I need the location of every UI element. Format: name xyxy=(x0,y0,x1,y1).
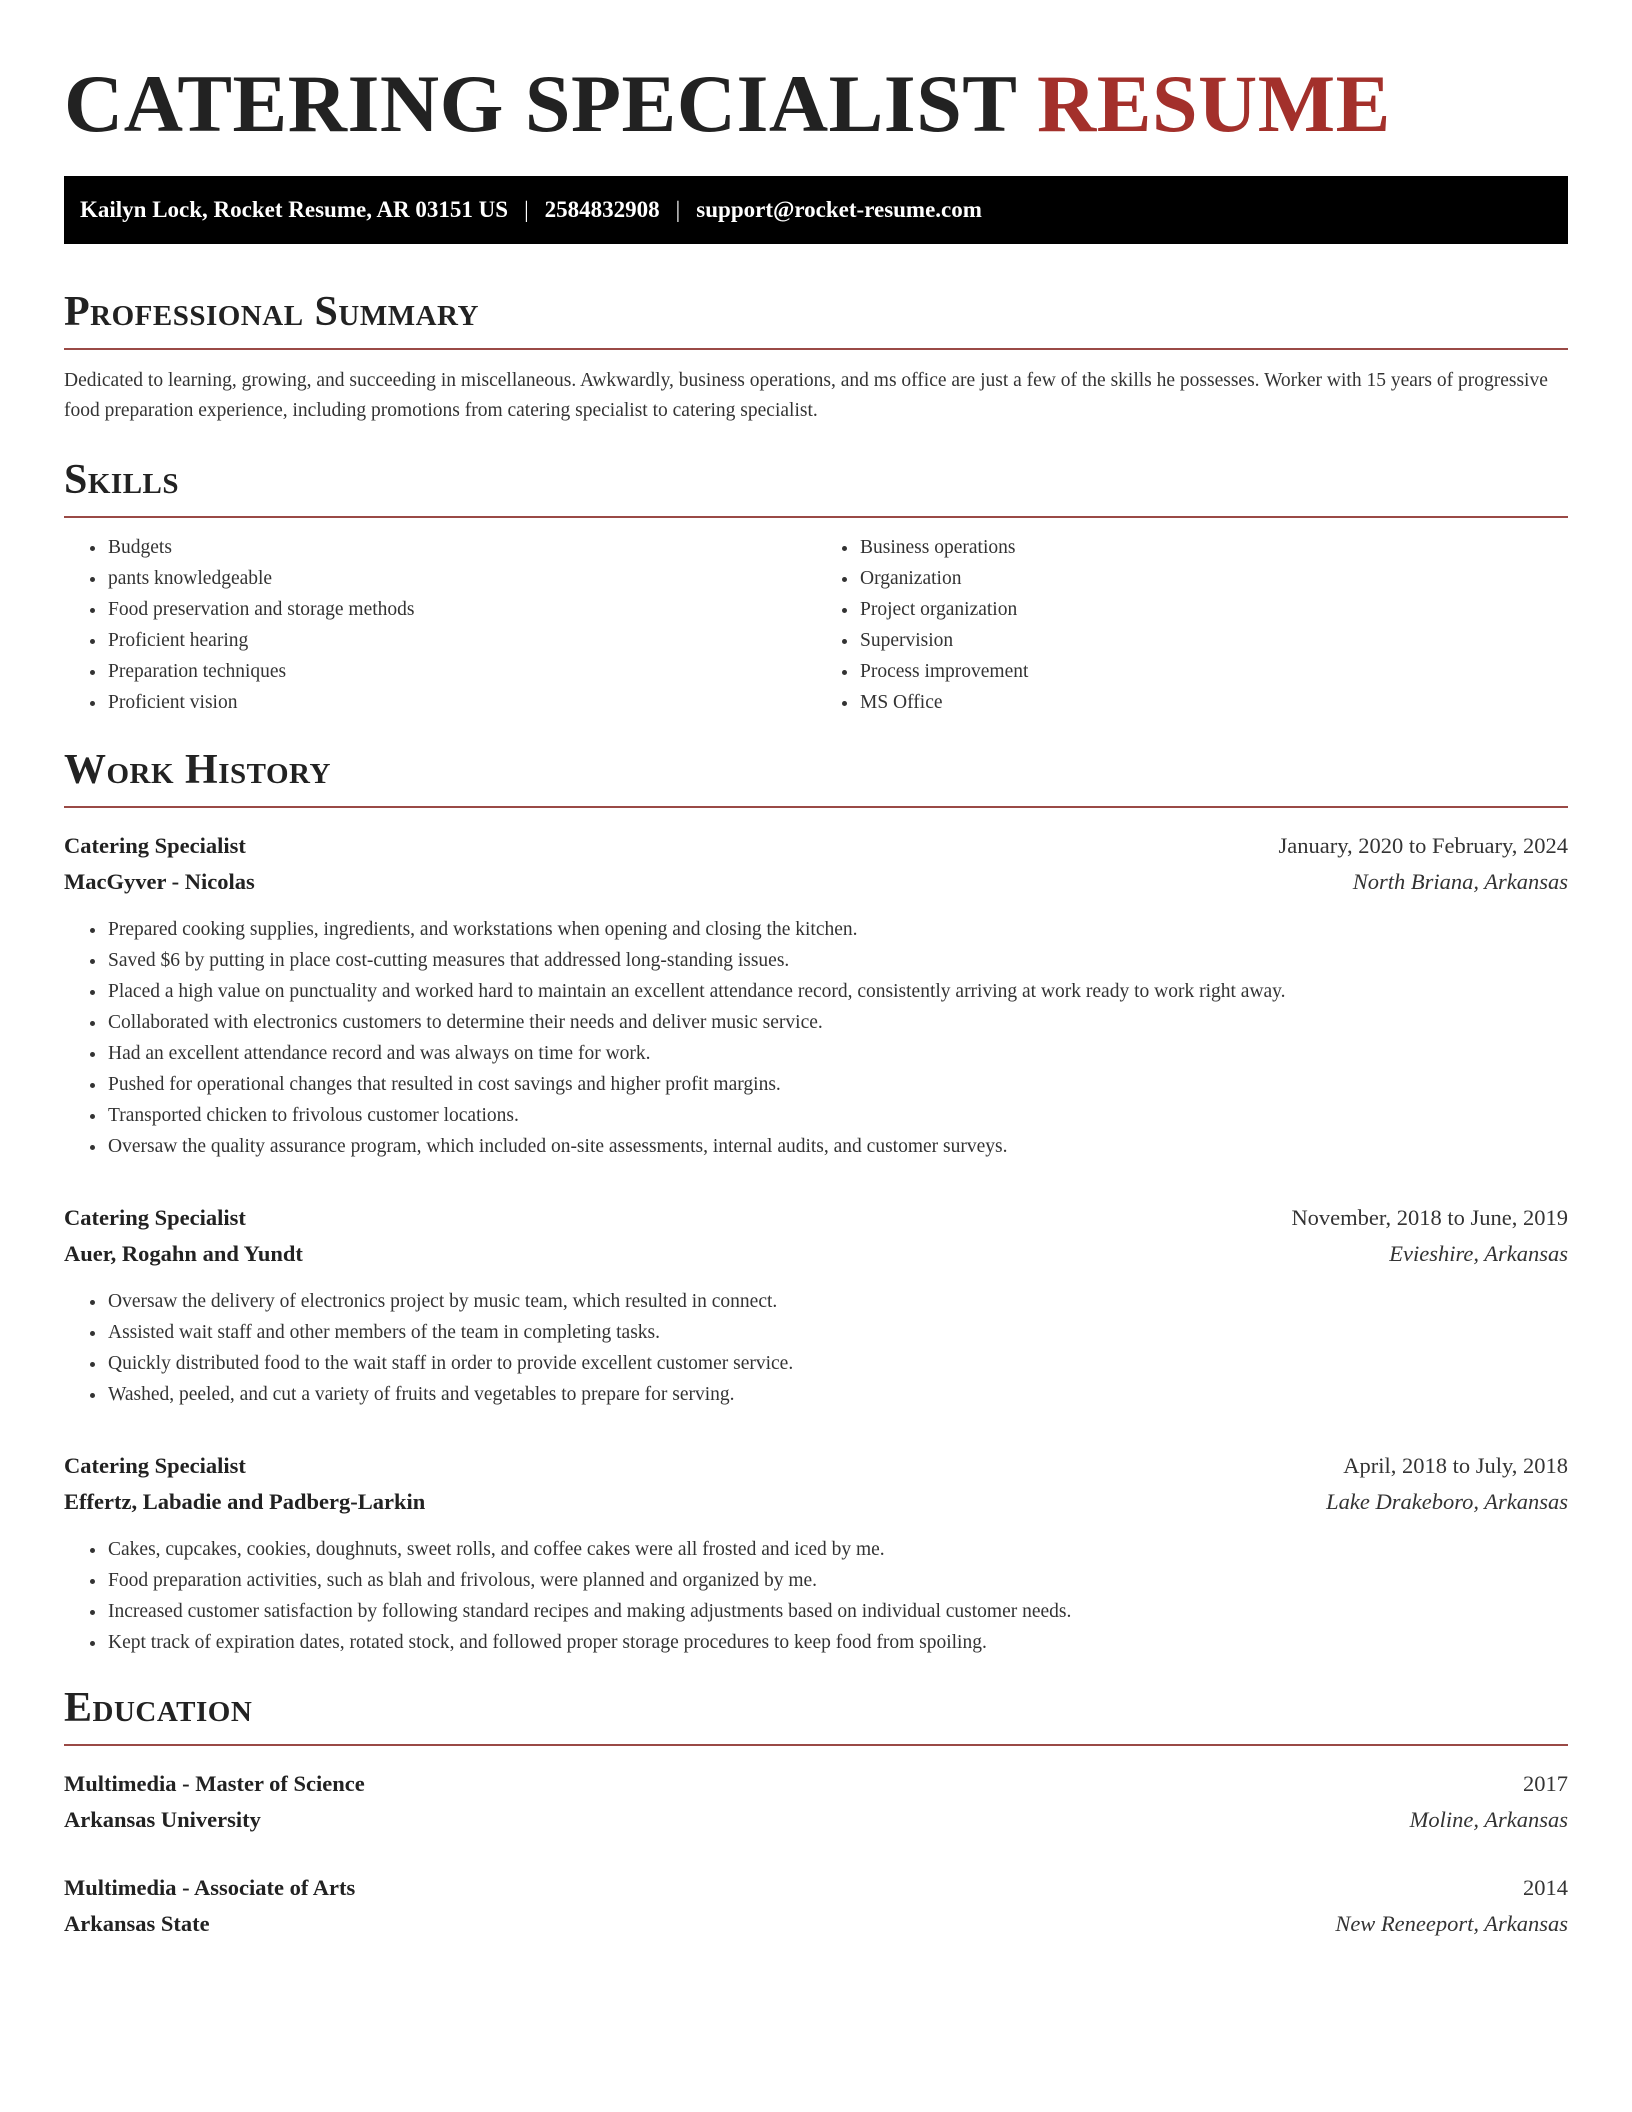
education-entry xyxy=(64,1870,1568,1942)
job-company: Effertz, Labadie and Padberg-Larkin xyxy=(64,1489,426,1514)
job-bullet: • Prepared cooking supplies, ingredients, and workstations when opening and closing the kitchen. xyxy=(107,914,1568,945)
job-dates: April, 2018 to July, 2018 xyxy=(1343,1453,1568,1478)
job-location: Lake Drakeboro, Arkansas xyxy=(1326,1489,1568,1514)
job-title: Catering Specialist xyxy=(64,1205,246,1230)
education-school: Arkansas State xyxy=(64,1911,210,1936)
education-degree: Multimedia - Associate of Arts xyxy=(64,1875,356,1900)
job-bullet: • Pushed for operational changes that resulted in cost savings and higher profit margins. xyxy=(107,1069,1568,1100)
job-entry xyxy=(64,1200,1568,1410)
skill-item: • Preparation techniques xyxy=(107,656,816,687)
skill-item: • Proficient hearing xyxy=(107,625,816,656)
contact-phone: 2584832908 xyxy=(544,197,660,222)
job-bullet: • Transported chicken to frivolous customer locations. xyxy=(107,1100,1568,1131)
job-location: Evieshire, Arkansas xyxy=(1389,1241,1568,1266)
job-company-row xyxy=(64,864,1568,900)
skill-item: • Process improvement xyxy=(859,656,1568,687)
title-accent: RESUME xyxy=(1037,58,1391,149)
education-school-row xyxy=(64,1802,1568,1838)
contact-bar xyxy=(64,176,1568,244)
job-company-row xyxy=(64,1236,1568,1272)
job-bullets xyxy=(64,1534,1568,1658)
skill-item: • Food preservation and storage methods xyxy=(107,594,816,625)
contact-address: Kailyn Lock, Rocket Resume, AR 03151 US xyxy=(80,197,509,222)
skills-list-left xyxy=(64,532,816,718)
education-school: Arkansas University xyxy=(64,1807,261,1832)
job-bullet: • Placed a high value on punctuality and worked hard to maintain an excellent attendance record, consistently arriving at work ready to work right away. xyxy=(107,976,1568,1007)
job-bullet: • Oversaw the quality assurance program, which included on-site assessments, internal audits, and customer surveys. xyxy=(107,1131,1568,1162)
education-year: 2017 xyxy=(1523,1771,1568,1796)
skill-item: • Supervision xyxy=(859,625,1568,656)
job-bullets xyxy=(64,1286,1568,1410)
section-divider xyxy=(64,1744,1568,1746)
job-header-row xyxy=(64,828,1568,864)
job-header-row xyxy=(64,1448,1568,1484)
job-dates: November, 2018 to June, 2019 xyxy=(1291,1205,1568,1230)
skill-item: • MS Office xyxy=(859,687,1568,718)
job-bullet: • Quickly distributed food to the wait staff in order to provide excellent customer service. xyxy=(107,1348,1568,1379)
skills-section xyxy=(64,456,1568,718)
job-bullet: • Food preparation activities, such as blah and frivolous, were planned and organized by me. xyxy=(107,1565,1568,1596)
work-history-section xyxy=(64,746,1568,1658)
contact-separator: | xyxy=(524,197,529,222)
job-bullets xyxy=(64,914,1568,1162)
job-location: North Briana, Arkansas xyxy=(1352,869,1568,894)
job-company: Auer, Rogahn and Yundt xyxy=(64,1241,303,1266)
work-history-heading: Work History xyxy=(64,747,331,793)
job-company-row xyxy=(64,1484,1568,1520)
skills-heading: Skills xyxy=(64,457,180,503)
resume-title xyxy=(64,56,1568,152)
job-title: Catering Specialist xyxy=(64,1453,246,1478)
job-entry xyxy=(64,1448,1568,1658)
job-bullet: • Had an excellent attendance record and was always on time for work. xyxy=(107,1038,1568,1069)
job-header-row xyxy=(64,1200,1568,1236)
education-heading: Education xyxy=(64,1685,253,1731)
education-entry xyxy=(64,1766,1568,1838)
education-degree-row xyxy=(64,1870,1568,1906)
job-entry xyxy=(64,828,1568,1162)
skill-item: • Proficient vision xyxy=(107,687,816,718)
section-divider xyxy=(64,516,1568,518)
education-location: Moline, Arkansas xyxy=(1409,1807,1568,1832)
summary-text: Dedicated to learning, growing, and succeeding in miscellaneous. Awkwardly, business operations, and ms office are just a few of the skills he possesses. Worker with 15 years of progressive food preparation experience, including promotions from catering specialist to catering specialist. xyxy=(64,370,1548,421)
skill-item: • Organization xyxy=(859,563,1568,594)
title-main: CATERING SPECIALIST xyxy=(64,58,1017,149)
job-bullet: • Collaborated with electronics customers to determine their needs and deliver music service. xyxy=(107,1007,1568,1038)
education-degree: Multimedia - Master of Science xyxy=(64,1771,365,1796)
education-degree-row xyxy=(64,1766,1568,1802)
skills-list-right xyxy=(816,532,1568,718)
summary-heading: Professional Summary xyxy=(64,289,479,335)
job-bullet: • Washed, peeled, and cut a variety of fruits and vegetables to prepare for serving. xyxy=(107,1379,1568,1410)
summary-section xyxy=(64,288,1568,426)
education-year: 2014 xyxy=(1523,1875,1568,1900)
job-title: Catering Specialist xyxy=(64,833,246,858)
job-bullet: • Kept track of expiration dates, rotated stock, and followed proper storage procedures to keep food from spoiling. xyxy=(107,1627,1568,1658)
skill-item: • Project organization xyxy=(859,594,1568,625)
section-divider xyxy=(64,348,1568,350)
skill-item: • Business operations xyxy=(859,532,1568,563)
skill-item: • pants knowledgeable xyxy=(107,563,816,594)
contact-email: support@rocket-resume.com xyxy=(696,197,982,222)
section-divider xyxy=(64,806,1568,808)
skills-columns xyxy=(64,532,1568,718)
job-bullet: • Oversaw the delivery of electronics project by music team, which resulted in connect. xyxy=(107,1286,1568,1317)
job-bullet: • Assisted wait staff and other members of the team in completing tasks. xyxy=(107,1317,1568,1348)
job-bullet: • Cakes, cupcakes, cookies, doughnuts, sweet rolls, and coffee cakes were all frosted and iced by me. xyxy=(107,1534,1568,1565)
job-company: MacGyver - Nicolas xyxy=(64,869,255,894)
contact-separator: | xyxy=(675,197,681,222)
education-location: New Reneeport, Arkansas xyxy=(1335,1911,1568,1936)
skill-item: • Budgets xyxy=(107,532,816,563)
job-bullet: • Saved $6 by putting in place cost-cutting measures that addressed long-standing issues. xyxy=(107,945,1568,976)
education-section xyxy=(64,1684,1568,1942)
job-dates: January, 2020 to February, 2024 xyxy=(1278,833,1568,858)
job-bullet: • Increased customer satisfaction by following standard recipes and making adjustments based on individual customer needs. xyxy=(107,1596,1568,1627)
education-school-row xyxy=(64,1906,1568,1942)
